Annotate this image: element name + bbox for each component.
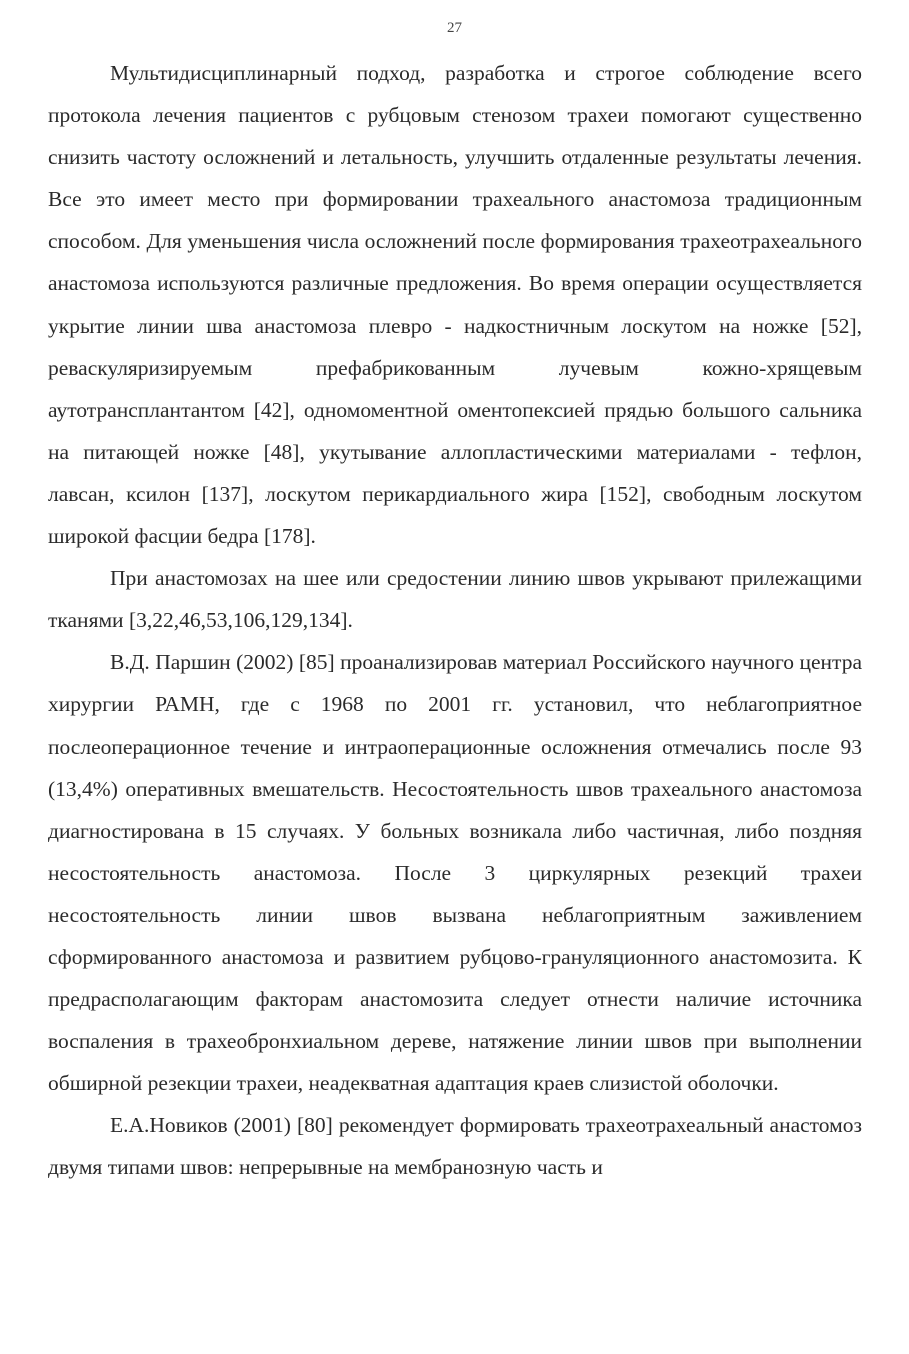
- paragraph: При анастомозах на шее или средостении линию швов укрывают прилежащими тканями [3,22,46,53,106,129,134].: [48, 566, 862, 633]
- paragraph: Мультидисциплинарный подход, разработка и строгое соблюдение всего протокола лечения пациентов с рубцовым стенозом трахеи помогают существенно снизить частоту осложнений и летальность, улучшить отдаленные результаты лечения. Все это имеет место при формировании трахеального анастомоза традиционным способом. Для уменьшения числа осложнений после формирования трахеотрахеального анастомоза используются различные предложения. Во время операции осуществляется укрытие линии шва анастомоза плевро - надкостничным лоскутом на ножке [52], реваскуляризируемым префабрикованным лучевым кожно-хрящевым аутотрансплантантом [42], одномоментной оментопексией прядью большого сальника на питающей ножке [48], укутывание аллопластическими материалами - тефлон, лавсан, ксилон [137], лоскутом перикардиального жира [152], свободным лоскутом широкой фасции бедра [178].: [48, 61, 862, 549]
- page-number: 27: [447, 20, 462, 36]
- paragraph: Е.А.Новиков (2001) [80] рекомендует формировать трахеотрахеальный анастомоз двумя типами швов: непрерывные на мембранозную часть и: [48, 1113, 862, 1180]
- body-text: [48, 52, 862, 1189]
- paragraph: В.Д. Паршин (2002) [85] проанализировав материал Российского научного центра хирургии РАМН, где с 1968 по 2001 гг. установил, что неблагоприятное послеоперационное течение и интраоперационные осложнения отмечались после 93 (13,4%) оперативных вмешательств. Несостоятельность швов трахеального анастомоза диагностирована в 15 случаях. У больных возникала либо частичная, либо поздняя несостоятельность анастомоза. После 3 циркулярных резекций трахеи несостоятельность линии швов вызвана неблагоприятным заживлением сформированного анастомоза и развитием рубцово-грануляционного анастомозита. К предрасполагающим факторам анастомозита следует отнести наличие источника воспаления в трахеобронхиальном дереве, натяжение линии швов при выполнении обширной резекции трахеи, неадекватная адаптация краев слизистой оболочки.: [48, 650, 862, 1096]
